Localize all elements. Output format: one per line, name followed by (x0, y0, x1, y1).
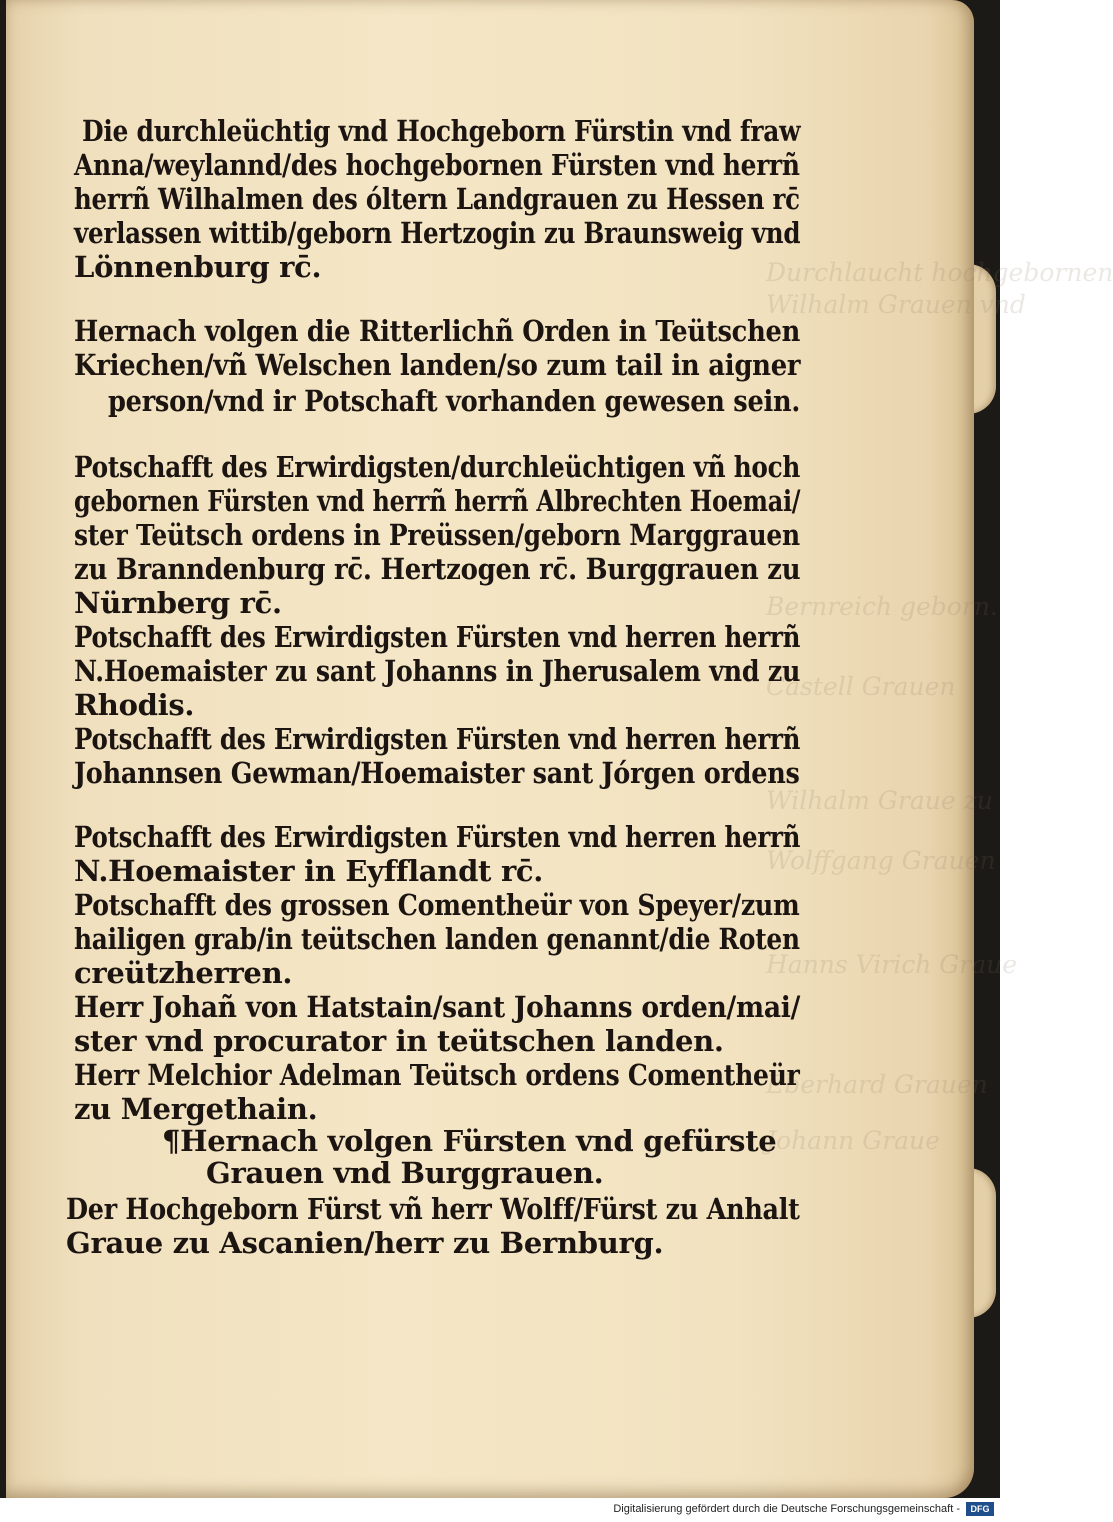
show-through-text: Wolffgang Grauen (766, 846, 996, 875)
text-line: ster vnd procurator in teütschen landen. (74, 1024, 724, 1058)
show-through-text: Johann Graue (766, 1126, 940, 1155)
show-through-text: Bernreich geborn. (766, 592, 998, 621)
text-line: verlassen wittib/geborn Hertzogin zu Braunsweig vnd (74, 216, 801, 250)
text-line: Potschafft des grossen Comentheür von Speyer/zum (74, 888, 800, 922)
footer-bar (0, 1498, 1000, 1522)
text-line: zu Mergethain. (74, 1092, 318, 1126)
text-line: person/vnd ir Potschaft vorhanden gewesen sein. (108, 384, 800, 418)
dfg-logo: DFG (966, 1502, 994, 1516)
text-line: creützherren. (74, 956, 293, 990)
text-line: Potschafft des Erwirdigsten Fürsten vnd herren herrñ (74, 722, 801, 756)
text-line: gebornen Fürsten vnd herrñ herrñ Albrechten Hoemai/ (74, 484, 801, 518)
text-line: N.Hoemaister in Eyfflandt rc̄. (74, 854, 544, 888)
text-line: Potschafft des Erwirdigsten Fürsten vnd herren herrñ (74, 620, 801, 654)
section-heading-line: ¶Hernach volgen Fürsten vnd gefürste (162, 1124, 777, 1158)
text-line: Potschafft des Erwirdigsten Fürsten vnd herren herrñ (74, 820, 801, 854)
text-line: Johannsen Gewman/Hoemaister sant Jórgen ordens (74, 756, 800, 790)
show-through-text: Wilhalm Grauen vnd (766, 290, 1026, 319)
text-line: Herr Melchior Adelman Teütsch ordens Comentheür (74, 1058, 800, 1092)
text-line: Die durchleüchtig vnd Hochgeborn Fürstin vnd fraw (82, 114, 801, 148)
text-line: Herr Johañ von Hatstain/sant Johanns orden/mai/ (74, 990, 801, 1024)
text-line: ster Teütsch ordens in Preüssen/geborn Marggrauen (74, 518, 800, 552)
show-through-text: Durchlaucht hochgebornen (766, 258, 1113, 287)
text-line: Kriechen/vñ Welschen landen/so zum tail in aigner (74, 348, 801, 382)
text-line: hailigen grab/in teütschen landen genannt/die Roten (74, 922, 800, 956)
text-line: Lönnenburg rc̄. (74, 250, 322, 284)
show-through-text: Hanns Virich Graue (766, 950, 1018, 979)
text-line: Rhodis. (74, 688, 195, 722)
show-through-text: Castell Grauen (766, 672, 956, 701)
text-line: Der Hochgeborn Fürst vñ herr Wolff/Fürst zu Anhalt (66, 1192, 800, 1226)
show-through-text: Eberhard Grauen (766, 1070, 988, 1099)
text-line: herrñ Wilhalmen des óltern Landgrauen zu Hessen rc̄ (74, 182, 800, 216)
show-through-text: Wilhalm Graue zu (766, 786, 993, 815)
text-line: Anna/weylannd/des hochgebornen Fürsten vnd herrñ (74, 148, 800, 182)
text-line: Graue zu Ascanien/herr zu Bernburg. (66, 1226, 664, 1260)
section-heading-line: Grauen vnd Burggrauen. (206, 1156, 604, 1190)
text-line: N.Hoemaister zu sant Johanns in Jherusalem vnd zu (74, 654, 801, 688)
text-line: Nürnberg rc̄. (74, 586, 282, 620)
text-line: Potschafft des Erwirdigsten/durchleüchtigen vñ hoch (74, 450, 801, 484)
text-line: zu Branndenburg rc̄. Hertzogen rc̄. Burggrauen zu (74, 552, 801, 586)
text-line: Hernach volgen die Ritterlichñ Orden in Teütschen (74, 314, 801, 348)
funding-notice: Digitalisierung gefördert durch die Deutsche Forschungsgemeinschaft - (613, 1503, 960, 1515)
